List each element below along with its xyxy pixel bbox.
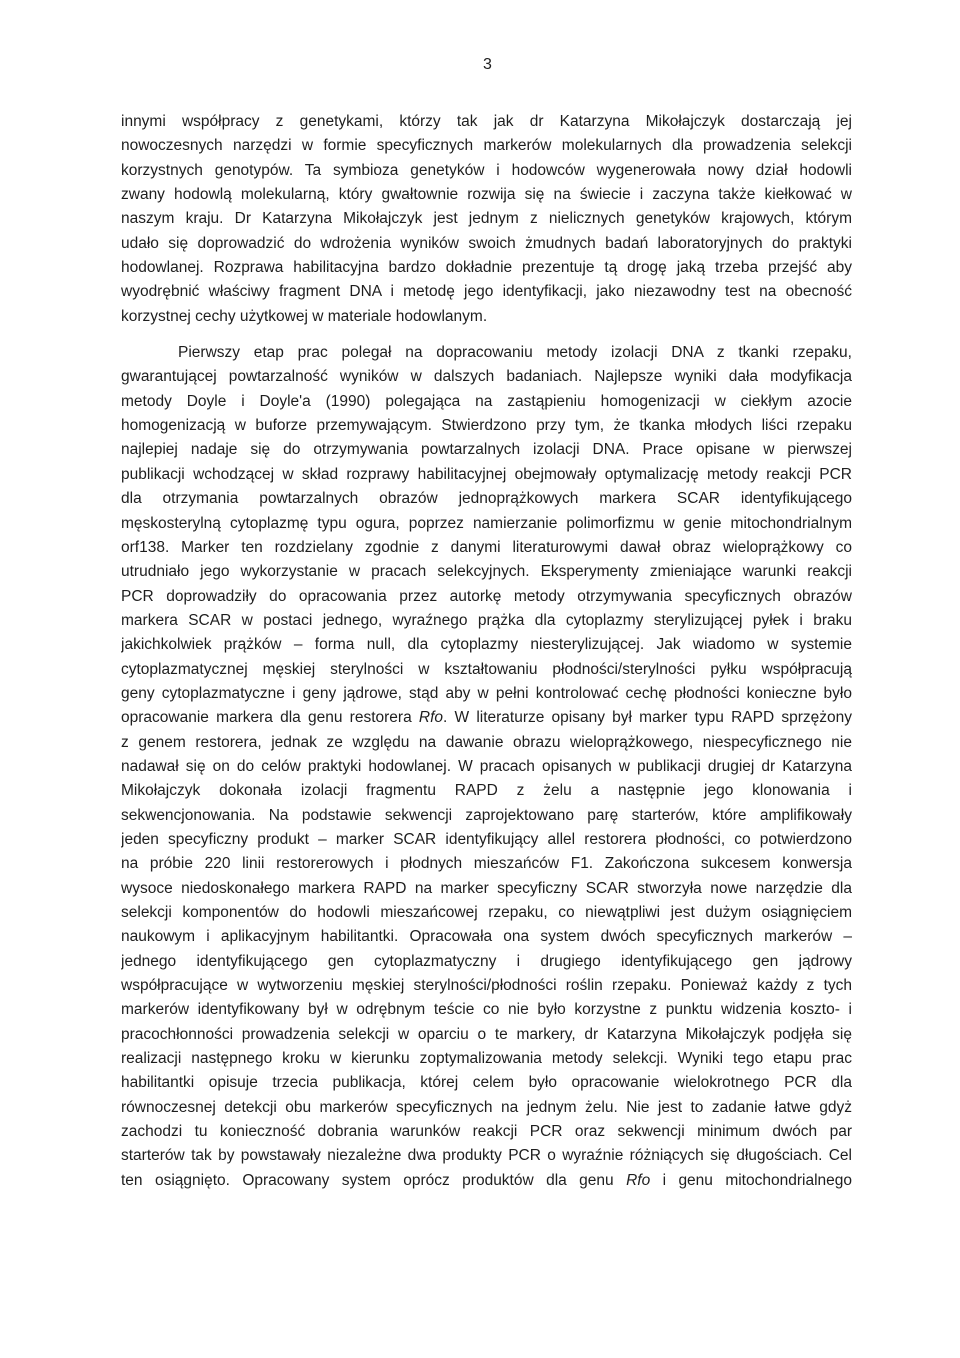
text-line: na próbie 220 linii restorerowych i płodnych mieszańców F1. Zakończona sukcesem konwersja [121,855,852,873]
text-line: habilitantki opisuje trzecia publikacja, której celem było opracowanie wielokrotnego PCR dla [121,1074,852,1092]
paragraph-2 [121,341,852,1193]
text-line: naukowym i aplikacyjnym habilitantki. Opracowała ona system dwóch specyficznych markerów – [121,928,852,946]
text-line: Mikołajczyk dokonała izolacji fragmentu RAPD z żelu a następnie jego klonowania i [121,782,852,800]
text-line: utrudniało jego wykorzystanie w pracach selekcyjnych. Eksperymenty zmieniające warunki reakcji [121,563,852,581]
paragraph-1 [121,110,852,329]
page-number: 3 [483,56,492,73]
text-line: naszym kraju. Dr Katarzyna Mikołajczyk jest jednym z nielicznych genetyków krajowych, którym [121,210,852,228]
text-line: cytoplazmatycznej męskiej sterylności w kształtowaniu płodności/sterylności pyłku współpracują [121,660,852,678]
text-line: wysoce niedoskonałego markera RAPD na marker specyficzny SCAR stworzyła nowe narzędzie dla [121,879,852,897]
text-line: korzystnej cechy użytkowej w materiale hodowlanym. [121,307,488,325]
text-line: innymi współpracy z genetykami, którzy tak jak dr Katarzyna Mikołajczyk dostarczają jej [121,113,852,130]
text-line: starterów tak by powstawały niezależne dwa produkty PCR o wyraźnie różniących się długościach. Cel [121,1147,852,1165]
text-line: hodowlanej. Rozprawa habilitacyjna bardzo dokładnie prezentuje tą drogę jaką trzeba przejść aby [121,259,852,277]
text-line: markera SCAR w postaci jednego, wyraźnego prążka dla cytoplazmy sterylizującej pyłek i braku [121,611,852,629]
text-line: nadawał się on do celów praktyki hodowlanej. W pracach opisanych w publikacji drugiej dr Katarzyna [121,757,852,775]
text-line: markerów identyfikowany był w odrębnym teście co nie było korzystne z punktu widzenia koszto- i [121,1001,852,1019]
document-body [121,110,852,1193]
text-line: równoczesnej detekcji obu markerów specyficznych na jednym żelu. Nie jest to zadanie łatwe gdyż [121,1098,852,1116]
text-line: orf138. Marker ten rozdzielany zgodnie z danymi literaturowymi dawał obraz wieloprążkowy co [121,538,852,556]
text-line: jednego identyfikującego gen cytoplazmatyczny i drugiego identyfikującego gen jądrowy [121,952,852,970]
text-line: męskosterylną cytoplazmę typu ogura, poprzez namierzanie polimorfizmu w genie mitochondrialnym [121,514,852,532]
text-line: nowoczesnych narzędzi w formie specyficznych markerów molekularnych dla prowadzenia selekcji [121,137,852,155]
text-line: zachodzi tu konieczność dobrania warunków reakcji PCR oraz sekwencji minimum dwóch par [121,1123,852,1141]
text-line: jeden specyficzny produkt – marker SCAR identyfikujący allel restorera płodności, co potwierdzono [121,830,852,848]
text-line: publikacji wchodzącej w skład rozprawy habilitacyjnej obejmowały optymalizację metody reakcji PCR [121,465,852,483]
text-line: najlepiej nadaje się do otrzymywania powtarzalnych izolacji DNA. Prace opisane w pierwszej [121,441,852,459]
text-line: PCR doprowadziły do opracowania przez autorkę metody otrzymywania specyficznych obrazów [121,587,852,605]
text-line: Pierwszy etap prac polegał na dopracowaniu metody izolacji DNA z tkanki rzepaku, [178,344,852,362]
text-line: gwarantującej powtarzalność wyników w dalszych badaniach. Najlepsze wyniki dała modyfikacja [121,368,852,386]
text-line: współpracujące w wytworzeniu męskiej sterylności/płodności roślin rzepaku. Ponieważ każdy z tych [121,977,852,995]
text-line: z genem restorera, jednak ze względu na dawanie obrazu wieloprążkowego, niespecyficznego nie [121,733,852,751]
text-line: homogenizacją w buforze przemywającym. Stwierdzono przy tym, że tkanka młodych liści rzepaku [121,417,852,435]
text-line: dla otrzymania powtarzalnych obrazów jednoprążkowych markera SCAR identyfikującego [121,490,852,508]
text-line: selekcji komponentów do hodowli mieszańcowej rzepaku, co niewątpliwi jest dużym osiągnięciem [121,904,852,921]
text-line: wyodrębnić właściwy fragment DNA i metodę jego identyfikacji, jako niezawodny test na obecność [121,283,852,301]
text-line: realizacji następnego kroku w kierunku zoptymalizowania metody selekcji. Wyniki tego etapu prac [121,1050,852,1068]
text-line: korzystnych genotypów. Ta symbioza genetyków i hodowców wygenerowała nowy dział hodowli [121,161,852,179]
text-line: udało się doprowadzić do wdrożenia wyników swoich żmudnych badań laboratoryjnych do praktyki [121,234,852,252]
text-line: metody Doyle i Doyle'a (1990) polegająca na zastąpieniu homogenizacji w ciekłym azocie [121,392,852,410]
text-line: jakichkolwiek prążków – forma null, dla cytoplazmy niesterylizującej. Jak wiadomo w systemie [121,636,852,654]
text-line: ten osiągnięto. Opracowany system oprócz produktów dla genu Rfo i genu mitochondrialnego [121,1171,852,1189]
text-line: sekwencjonowania. Na podstawie sekwencji zaprojektowano parę starterów, które amplifikowały [121,806,852,824]
text-line: pracochłonności prowadzenia selekcji w oparciu o te markery, dr Katarzyna Mikołajczyk podjęła się [121,1025,852,1043]
text-line: geny cytoplazmatyczne i geny jądrowe, stąd aby w pełni kontrolować cechę płodności konieczne było [121,684,852,702]
text-line: zwany hodowlą molekularną, który gwałtownie rozwija się na świecie i zaczyna także kiełkować w [121,186,852,204]
text-line: opracowanie markera dla genu restorera Rfo. W literaturze opisany był marker typu RAPD sprzężony [121,709,852,727]
